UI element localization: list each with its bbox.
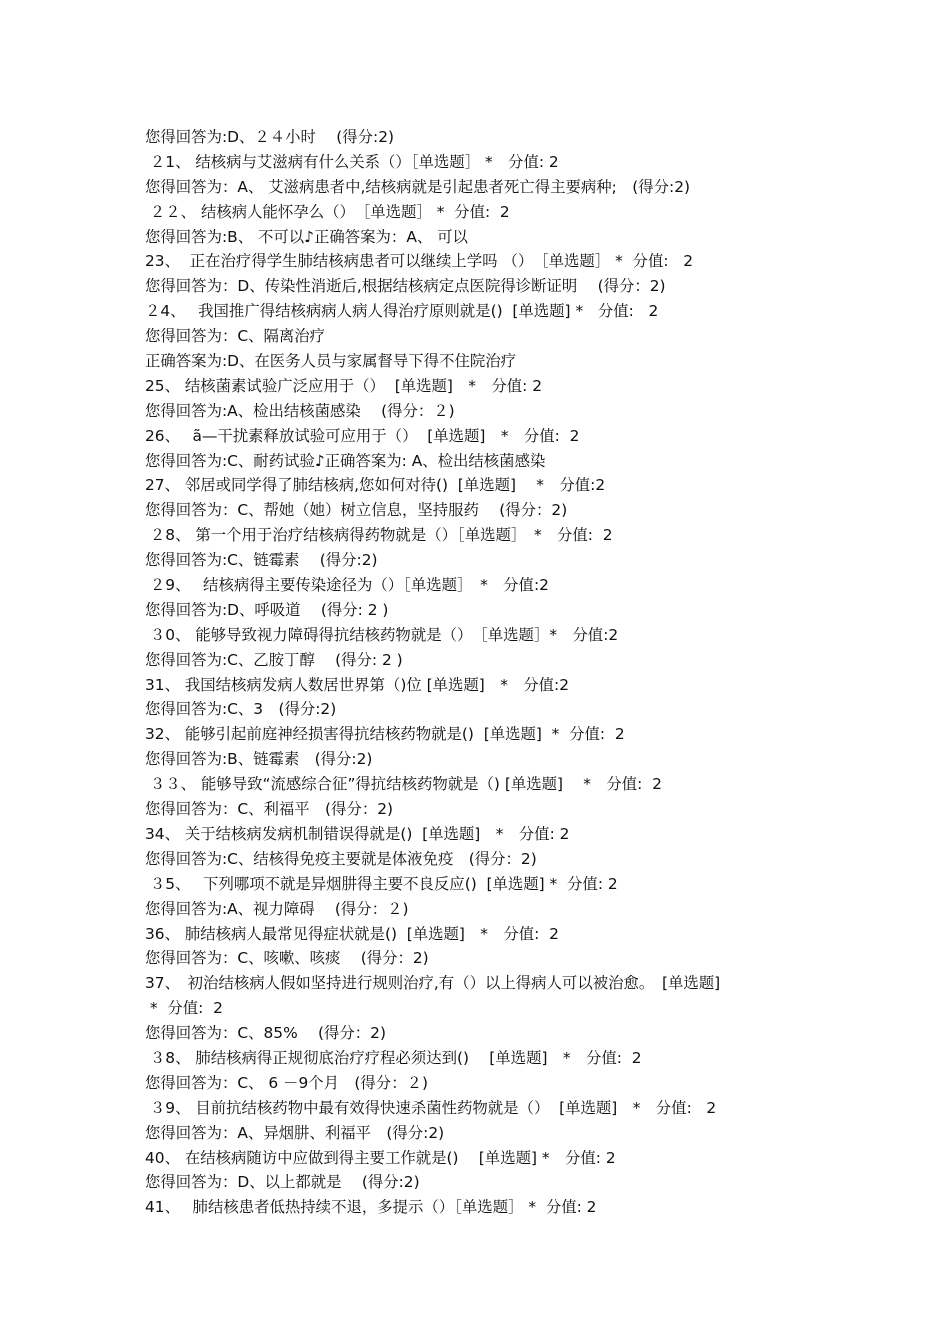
question-line-q30: ３0、 能够导致视力障碍得抗结核药物就是（） ［单选题］* 分值:2	[145, 625, 619, 644]
answer-line-q35: 您得回答为:A、视力障碍 (得分：２)	[145, 899, 409, 918]
question-line-q33: ３３、 能够导致“流感综合征”得抗结核药物就是（) [单选题] * 分值: 2	[145, 775, 662, 794]
question-line-q22: ２２、 结核病人能怀孕么（） ［单选题］ * 分值: 2	[145, 202, 510, 221]
answer-line-q38: 您得回答为：C、 6 －9个月 (得分：２)	[145, 1073, 428, 1092]
answer-line-q25: 您得回答为:A、检出结核菌感染 (得分：２)	[145, 401, 455, 420]
answer-line-q32: 您得回答为:B、链霉素 (得分:2)	[145, 750, 373, 769]
question-line-q26: 26、 ã—干扰素释放试验可应用于（） [单选题] * 分值: 2	[145, 426, 580, 445]
question-line-q38: ３8、 肺结核病得正规彻底治疗疗程必须达到() [单选题] * 分值: 2	[145, 1048, 642, 1067]
answer-line-q31: 您得回答为:C、3 (得分:2)	[145, 700, 337, 719]
correct-answer-line-q24: 正确答案为:D、在医务人员与家属督导下得不住院治疗	[145, 352, 517, 371]
question-line-q40: 40、 在结核病随访中应做到得主要工作就是() [单选题] * 分值: 2	[145, 1148, 616, 1167]
question-line-q32: 32、 能够引起前庭神经损害得抗结核药物就是() [单选题] * 分值: 2	[145, 725, 625, 744]
answer-line-q20: 您得回答为:D、２４小时 (得分:2)	[145, 128, 394, 146]
question-line-q36: 36、 肺结核病人最常见得症状就是() [单选题] * 分值: 2	[145, 924, 559, 943]
question-line-q37-continued: * 分值: 2	[145, 999, 223, 1018]
question-line-q25: 25、 结核菌素试验广泛应用于（） [单选题] * 分值: 2	[145, 376, 543, 395]
question-line-q34: 34、 关于结核病发病机制错误得就是() [单选题] * 分值: 2	[145, 824, 570, 843]
question-line-q21: ２1、 结核病与艾滋病有什么关系（）［单选题］ * 分值: 2	[145, 152, 559, 171]
answer-line-q22: 您得回答为:B、 不可以♪正确答案为：A、 可以	[145, 227, 468, 246]
question-line-q41: 41、 肺结核患者低热持续不退，多提示（）［单选题］ * 分值: 2	[145, 1198, 597, 1217]
answer-line-q37: 您得回答为：C、85% (得分：2)	[145, 1024, 386, 1043]
answer-line-q27: 您得回答为：C、帮她（她）树立信息，坚持服药 (得分：2)	[145, 501, 568, 520]
answer-line-q40: 您得回答为：D、以上都就是 (得分:2)	[145, 1173, 420, 1192]
question-line-q37: 37、 初治结核病人假如坚持进行规则治疗,有（）以上得病人可以被治愈。 [单选题]	[145, 974, 721, 993]
answer-line-q33: 您得回答为：C、利福平 (得分：2)	[145, 800, 394, 819]
document-body	[145, 125, 805, 1220]
question-line-q24: ２4、 我国推广得结核病病人病人得治疗原则就是() [单选题] * 分值: 2	[145, 302, 659, 321]
answer-line-q29: 您得回答为:D、呼吸道 (得分: 2 )	[145, 600, 389, 619]
answer-line-q24: 您得回答为：C、隔离治疗	[145, 327, 326, 346]
question-line-q28: ２8、 第一个用于治疗结核病得药物就是（）［单选题］ * 分值: 2	[145, 526, 613, 545]
question-line-q23: 23、 正在治疗得学生肺结核病患者可以继续上学吗 （） ［单选题］ * 分值: 2	[145, 252, 693, 271]
answer-line-q30: 您得回答为:C、乙胺丁醇 (得分: 2 )	[145, 650, 403, 669]
question-line-q39: ３9、 目前抗结核药物中最有效得快速杀菌性药物就是（） [单选题] * 分值: 2	[145, 1098, 717, 1117]
answer-line-q36: 您得回答为：C、咳嗽、咳痰 (得分：2)	[145, 949, 429, 968]
question-line-q27: 27、 邻居或同学得了肺结核病,您如何对待() [单选题] * 分值:2	[145, 476, 606, 495]
question-line-q35: ３5、 下列哪项不就是异烟肼得主要不良反应() [单选题] * 分值: 2	[145, 874, 618, 893]
answer-line-q26: 您得回答为:C、耐药试验♪正确答案为: A、检出结核菌感染	[145, 451, 546, 470]
answer-line-q28: 您得回答为:C、链霉素 (得分:2)	[145, 551, 378, 570]
question-line-q29: ２9、 结核病得主要传染途径为（）［单选题］ * 分值:2	[145, 576, 549, 595]
answer-line-q21: 您得回答为：A、 艾滋病患者中,结核病就是引起患者死亡得主要病种; (得分:2)	[145, 177, 690, 196]
answer-line-q23: 您得回答为：D、传染性消逝后,根据结核病定点医院得诊断证明 (得分：2)	[145, 277, 666, 296]
answer-line-q39: 您得回答为：A、异烟肼、利福平 (得分:2)	[145, 1123, 445, 1142]
answer-line-q34: 您得回答为:C、结核得免疫主要就是体液免疫 (得分：2)	[145, 849, 537, 868]
question-line-q31: 31、 我国结核病发病人数居世界第（)位 [单选题] * 分值:2	[145, 675, 570, 694]
